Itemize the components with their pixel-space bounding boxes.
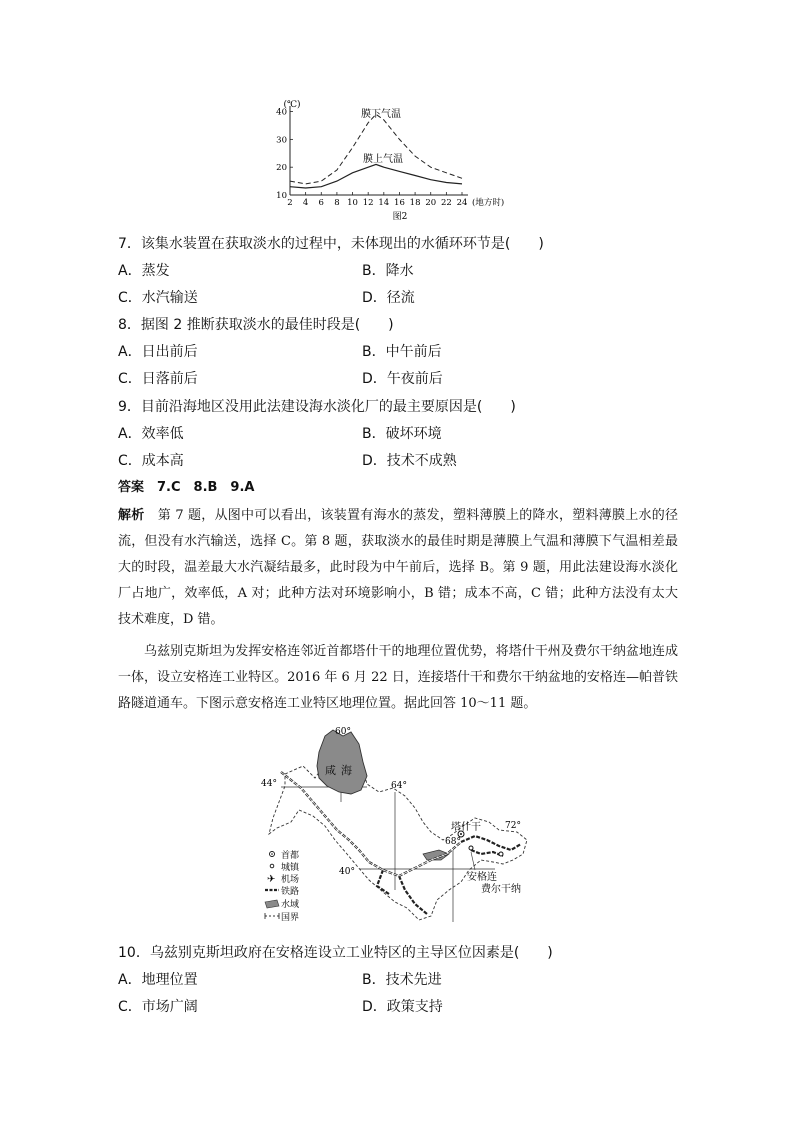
- q8-option-c: C．日落前后: [118, 371, 198, 387]
- q9-option-b: B．破坏环境: [362, 426, 442, 442]
- x-tick-label: 22: [440, 198, 452, 208]
- x-tick-label: 18: [409, 198, 421, 208]
- q10-option-a: A．地理位置: [118, 972, 198, 988]
- aral-label-2: 海: [341, 764, 352, 777]
- q9-option-a: A．效率低: [118, 426, 184, 442]
- y-tick-label: 30: [276, 135, 287, 146]
- q10-option-c: C．市场广阔: [118, 999, 198, 1015]
- q9-option-d: D．技术不成熟: [362, 453, 457, 469]
- legend-water-icon: [265, 900, 279, 908]
- q8-option-d: D．午夜前后: [362, 371, 443, 387]
- label-membrane-below: 膜下气温: [361, 109, 401, 120]
- x-tick-label: 24: [456, 198, 468, 208]
- analysis-label: 解析: [118, 508, 145, 523]
- q7-option-a: A．蒸发: [118, 263, 170, 279]
- label-membrane-above: 膜上气温: [363, 154, 403, 165]
- angren-location-map: [255, 722, 545, 932]
- question-9-stem: 9．目前沿海地区没用此法建设海水淡化厂的最主要原因是( ): [118, 399, 516, 415]
- q9-option-c: C．成本高: [118, 453, 184, 469]
- town-fergana-marker: [499, 852, 503, 856]
- legend-airport-icon: ✈: [267, 874, 276, 885]
- series-line-membrane-below: [290, 114, 462, 184]
- x-tick-label: 10: [347, 198, 358, 208]
- question-8-stem: 8．据图 2 推断获取淡水的最佳时段是( ): [118, 317, 394, 333]
- figure-caption: 图2: [392, 212, 408, 222]
- x-tick-label: 20: [425, 198, 437, 208]
- aral-sea-water: [317, 730, 367, 794]
- lon-72-label: 72°: [505, 821, 521, 831]
- lon-64-label: 64°: [391, 781, 407, 791]
- map-legend: [265, 849, 300, 923]
- q7-option-b: B．降水: [362, 263, 414, 279]
- x-tick-label: 16: [394, 198, 405, 208]
- q7-option-d: D．径流: [362, 290, 415, 306]
- lon-68-label: 68°: [445, 837, 461, 847]
- y-tick-label: 10: [276, 191, 287, 201]
- q7-option-c: C．水汽输送: [118, 290, 198, 306]
- legend-town-icon: [270, 864, 274, 868]
- q8-option-b: B．中午前后: [362, 344, 442, 360]
- question-7-stem: 7．该集水装置在获取淡水的过程中，未体现出的水循环环节是( ): [118, 236, 544, 252]
- tashkent-label: 塔什干: [451, 822, 481, 833]
- question-10-stem: 10．乌兹别克斯坦政府在安格连设立工业特区的主导区位因素是( ): [118, 945, 553, 961]
- angren-label: 安格连: [467, 872, 497, 883]
- answer-line: 答案 7.C 8.B 9.A: [118, 480, 255, 495]
- x-unit-label: (地方时): [472, 198, 505, 208]
- lat-40-label: 40°: [339, 867, 355, 877]
- passage-text: 乌兹别克斯坦为发挥安格连邻近首都塔什干的地理位置优势，将塔什干州及费尔干纳盆地连成一体，设立安格连工业特区。2016 年 6 月 22 日，连接塔什干和费尔干纳盆地的安格连—帕普铁路隧道通车。下图示意安格连工业特区地理位置。据此回答 10～11 题。: [118, 644, 678, 711]
- x-tick-label: 6: [318, 198, 324, 208]
- lon-60-label: 60°: [335, 727, 351, 737]
- analysis-block: [118, 503, 678, 633]
- legend-railway: 铁路: [281, 887, 300, 897]
- aral-label-1: 咸: [325, 764, 336, 777]
- q10-option-d: D．政策支持: [362, 999, 443, 1015]
- x-tick-label: 14: [378, 198, 390, 208]
- y-tick-label: 20: [276, 163, 287, 174]
- series-line-membrane-above: [290, 164, 462, 188]
- analysis-text: 第 7 题，从图中可以看出，该装置有海水的蒸发，塑料薄膜上的降水，塑料薄膜上水的径流，但没有水汽输送，选择 C。第 8 题，获取淡水的最佳时期是薄膜上气温和薄膜下气温相差最大的时段，温差最大水汽凝结最多，此时段为中午前后，选择 B。第 9 题，用此法建设海水淡化厂占地广，效率低，A 对；此种方法对环境影响小，B 错；成本不高，C 错；此种方法没有太大技术难度，D 错。: [118, 508, 678, 627]
- figure-2-temperature-chart: [270, 92, 520, 224]
- legend-airport: 机场: [281, 875, 300, 885]
- x-tick-label: 12: [362, 198, 374, 208]
- reading-passage: [118, 639, 678, 717]
- x-tick-label: 8: [334, 198, 340, 208]
- legend-town: 城镇: [281, 863, 300, 873]
- legend-capital: 首都: [281, 851, 300, 861]
- y-unit-label: (℃): [283, 100, 301, 110]
- q8-option-a: A．日出前后: [118, 344, 198, 360]
- legend-border: 国界: [281, 913, 300, 923]
- q10-option-b: B．技术先进: [362, 972, 442, 988]
- fergana-label: 费尔干纳: [481, 884, 521, 895]
- x-tick-label: 2: [287, 198, 293, 208]
- x-tick-label: 4: [302, 198, 309, 208]
- legend-water: 水域: [281, 900, 300, 910]
- y-tick-label: 40: [276, 107, 287, 118]
- town-angren-marker: [469, 846, 473, 850]
- lat-44-label: 44°: [261, 779, 277, 789]
